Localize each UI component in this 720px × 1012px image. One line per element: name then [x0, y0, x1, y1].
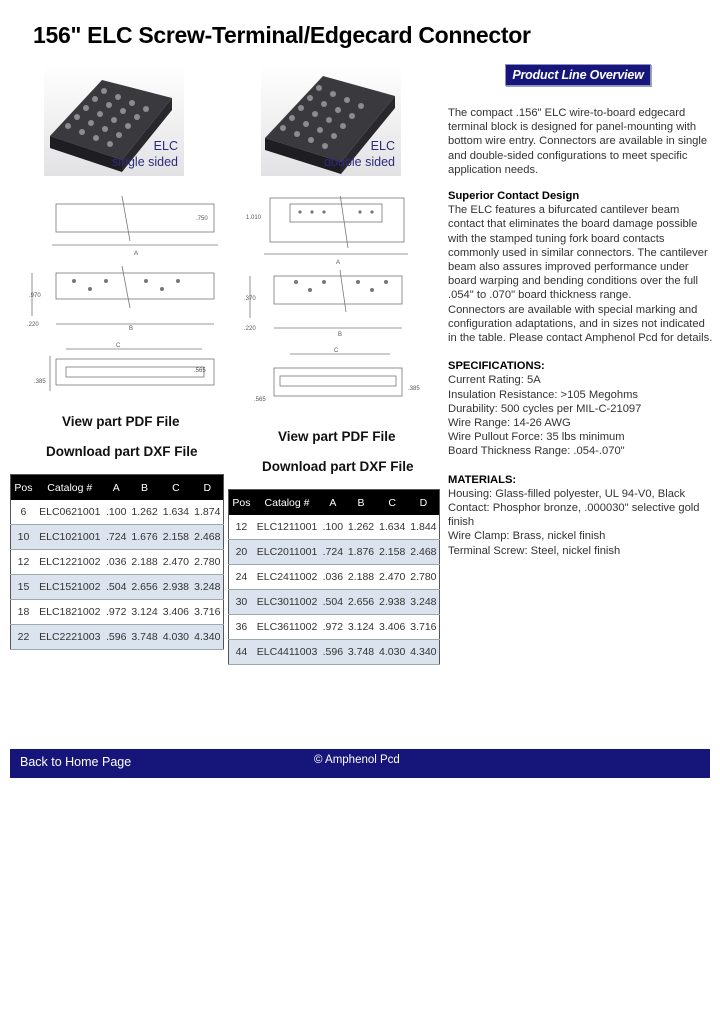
specs-heading: SPECIFICATIONS:	[448, 360, 545, 373]
spec-item: Durability: 500 cycles per MIL-C-21097	[448, 402, 642, 415]
material-item: Housing: Glass-filled polyester, UL 94-V0, Black	[448, 487, 686, 500]
cell: 1.876	[345, 540, 376, 565]
cell: 4.340	[408, 640, 440, 665]
spec-item: Insulation Resistance: >105 Megohms	[448, 388, 638, 401]
col-b: B	[129, 475, 160, 501]
cell: 30	[229, 590, 254, 615]
cell: 20	[229, 540, 254, 565]
table-header-row	[11, 475, 224, 501]
col-d: D	[408, 490, 440, 516]
cell: 24	[229, 565, 254, 590]
spec-item: Current Rating: 5A	[448, 374, 541, 387]
single-sided-spec-table	[10, 474, 224, 650]
dim-c: C	[116, 343, 121, 349]
table-row	[229, 615, 440, 640]
spec-item: Wire Pullout Force: 35 lbs minimum	[448, 431, 625, 444]
cell: 2.938	[377, 590, 408, 615]
table-row	[229, 565, 440, 590]
cell: ELC3011002	[254, 590, 320, 615]
cell: ELC4411003	[254, 640, 320, 665]
cell: .596	[104, 625, 129, 650]
cell: 4.030	[160, 625, 191, 650]
cell: .504	[104, 575, 129, 600]
cell: 2.780	[408, 565, 440, 590]
dim-a: A	[336, 260, 341, 266]
material-item: Contact: Phosphor bronze, .000030" selective gold finish	[448, 502, 700, 529]
cell: 4.030	[377, 640, 408, 665]
cell: .100	[320, 515, 345, 540]
photo-label-sides: single sided	[111, 155, 178, 169]
cell: 3.124	[345, 615, 376, 640]
photo-label-type: ELC	[370, 139, 395, 153]
dim-a: A	[134, 251, 139, 257]
cell: 3.406	[160, 600, 191, 625]
cell: 2.470	[160, 550, 191, 575]
cell: .972	[104, 600, 129, 625]
cell: 2.158	[377, 540, 408, 565]
dim-side: .385	[34, 379, 46, 385]
single-sided-technical-drawing	[22, 196, 222, 401]
cell: 2.470	[377, 565, 408, 590]
cell: 2.468	[408, 540, 440, 565]
cell: 12	[11, 550, 36, 575]
dim-height-top: .750	[196, 216, 208, 222]
product-photo-single-sided	[44, 64, 184, 176]
cell: ELC2411002	[254, 565, 320, 590]
col-d: D	[192, 475, 224, 501]
table-row	[11, 500, 224, 525]
cell: .504	[320, 590, 345, 615]
cell: 2.656	[129, 575, 160, 600]
dim-height-mid: .370	[244, 296, 256, 302]
cell: 1.676	[129, 525, 160, 550]
dim-height-mid: .970	[29, 293, 41, 299]
cell: .036	[104, 550, 129, 575]
cell: 18	[11, 600, 36, 625]
cell: 1.634	[160, 500, 191, 525]
cell: 2.780	[192, 550, 224, 575]
contact-text: The ELC features a bifurcated cantilever beam contact that eliminates the board damage possible with the stamped tuning fork board contacts commonly used in similar connectors. The cantilever beam also assures improved performance under board warping and bending conditions over the full .054" to .070" board thickness range.	[448, 204, 708, 302]
download-dxf-link-double[interactable]: Download part DXF File	[262, 459, 414, 474]
product-description	[448, 106, 714, 558]
cell: 3.124	[129, 600, 160, 625]
cell: ELC0621001	[36, 500, 104, 525]
contact-heading: Superior Contact Design	[448, 190, 580, 203]
cell: 1.262	[129, 500, 160, 525]
cell: 6	[11, 500, 36, 525]
dim-height-top: 1.010	[246, 215, 262, 221]
spec-item: Wire Range: 14-26 AWG	[448, 417, 571, 430]
cell: ELC2221003	[36, 625, 104, 650]
col-c: C	[160, 475, 191, 501]
copyright-text: © Amphenol Pcd	[314, 754, 400, 766]
dim-offset: .220	[27, 322, 39, 328]
materials-heading: MATERIALS:	[448, 473, 517, 486]
view-pdf-link-double[interactable]: View part PDF File	[278, 429, 396, 444]
cell: 1.634	[377, 515, 408, 540]
cell: .596	[320, 640, 345, 665]
photo-label-sides: double sided	[324, 155, 395, 169]
col-a: A	[104, 475, 129, 501]
double-sided-technical-drawing	[240, 196, 440, 411]
cell: 1.844	[408, 515, 440, 540]
cell: .100	[104, 500, 129, 525]
intro-text: The compact .156" ELC wire-to-board edgecard terminal block is designed for panel-mounting with bottom wire entry. Connectors are available in single and double-sided configurations to meet specific application needs.	[448, 107, 708, 176]
cell: 10	[11, 525, 36, 550]
cell: 1.874	[192, 500, 224, 525]
cell: 44	[229, 640, 254, 665]
col-pos: Pos	[229, 490, 254, 516]
col-catalog: Catalog #	[36, 475, 104, 501]
dim-b: B	[338, 332, 343, 338]
product-photo-double-sided	[261, 64, 401, 176]
contact-text-2: Connectors are available with special marking and configuration adaptations, and in sizes not indicated in the table. Please contact Amphenol Pcd for details.	[448, 303, 713, 345]
cell: ELC2011001	[254, 540, 320, 565]
cell: ELC3611002	[254, 615, 320, 640]
cell: ELC1021001	[36, 525, 104, 550]
table-row	[11, 600, 224, 625]
cell: ELC1221002	[36, 550, 104, 575]
view-pdf-link-single[interactable]: View part PDF File	[62, 414, 180, 429]
material-item: Wire Clamp: Brass, nickel finish	[448, 530, 606, 543]
cell: .972	[320, 615, 345, 640]
dim-side2: .565	[254, 397, 266, 403]
page-title: 156" ELC Screw-Terminal/Edgecard Connector	[33, 22, 531, 48]
table-header-row	[229, 490, 440, 516]
table-row	[11, 575, 224, 600]
cell: 1.262	[345, 515, 376, 540]
cell: 3.248	[408, 590, 440, 615]
table-row	[11, 525, 224, 550]
dim-side2: .565	[194, 368, 206, 374]
col-b: B	[345, 490, 376, 516]
photo-label-type: ELC	[153, 139, 178, 153]
cell: 3.248	[192, 575, 224, 600]
material-item: Terminal Screw: Steel, nickel finish	[448, 544, 621, 557]
table-row	[11, 550, 224, 575]
col-pos: Pos	[11, 475, 36, 501]
cell: .724	[104, 525, 129, 550]
product-line-overview-button[interactable]: Product Line Overview	[505, 64, 651, 86]
cell: 3.716	[192, 600, 224, 625]
cell: 2.188	[129, 550, 160, 575]
dim-b: B	[129, 326, 134, 332]
cell: 22	[11, 625, 36, 650]
col-c: C	[377, 490, 408, 516]
cell: 2.188	[345, 565, 376, 590]
table-row	[229, 540, 440, 565]
cell: ELC1521002	[36, 575, 104, 600]
cell: 3.716	[408, 615, 440, 640]
cell: 15	[11, 575, 36, 600]
cell: 3.406	[377, 615, 408, 640]
download-dxf-link-single[interactable]: Download part DXF File	[46, 444, 198, 459]
footer-bar	[10, 749, 710, 778]
double-sided-spec-table	[228, 489, 440, 665]
table-row	[229, 640, 440, 665]
col-catalog: Catalog #	[254, 490, 320, 516]
dim-offset: .220	[244, 326, 256, 332]
cell: 4.340	[192, 625, 224, 650]
cell: 12	[229, 515, 254, 540]
cell: 2.468	[192, 525, 224, 550]
cell: 2.158	[160, 525, 191, 550]
cell: 2.938	[160, 575, 191, 600]
col-a: A	[320, 490, 345, 516]
cell: 36	[229, 615, 254, 640]
table-row	[229, 590, 440, 615]
cell: 2.656	[345, 590, 376, 615]
table-row	[11, 625, 224, 650]
cell: .036	[320, 565, 345, 590]
cell: ELC1821002	[36, 600, 104, 625]
cell: ELC1211001	[254, 515, 320, 540]
table-row	[229, 515, 440, 540]
dim-side: .385	[408, 386, 420, 392]
spec-item: Board Thickness Range: .054-.070"	[448, 445, 625, 458]
dim-c: C	[334, 348, 339, 354]
back-to-home-link[interactable]: Back to Home Page	[20, 755, 132, 769]
cell: 3.748	[129, 625, 160, 650]
cell: 3.748	[345, 640, 376, 665]
cell: .724	[320, 540, 345, 565]
